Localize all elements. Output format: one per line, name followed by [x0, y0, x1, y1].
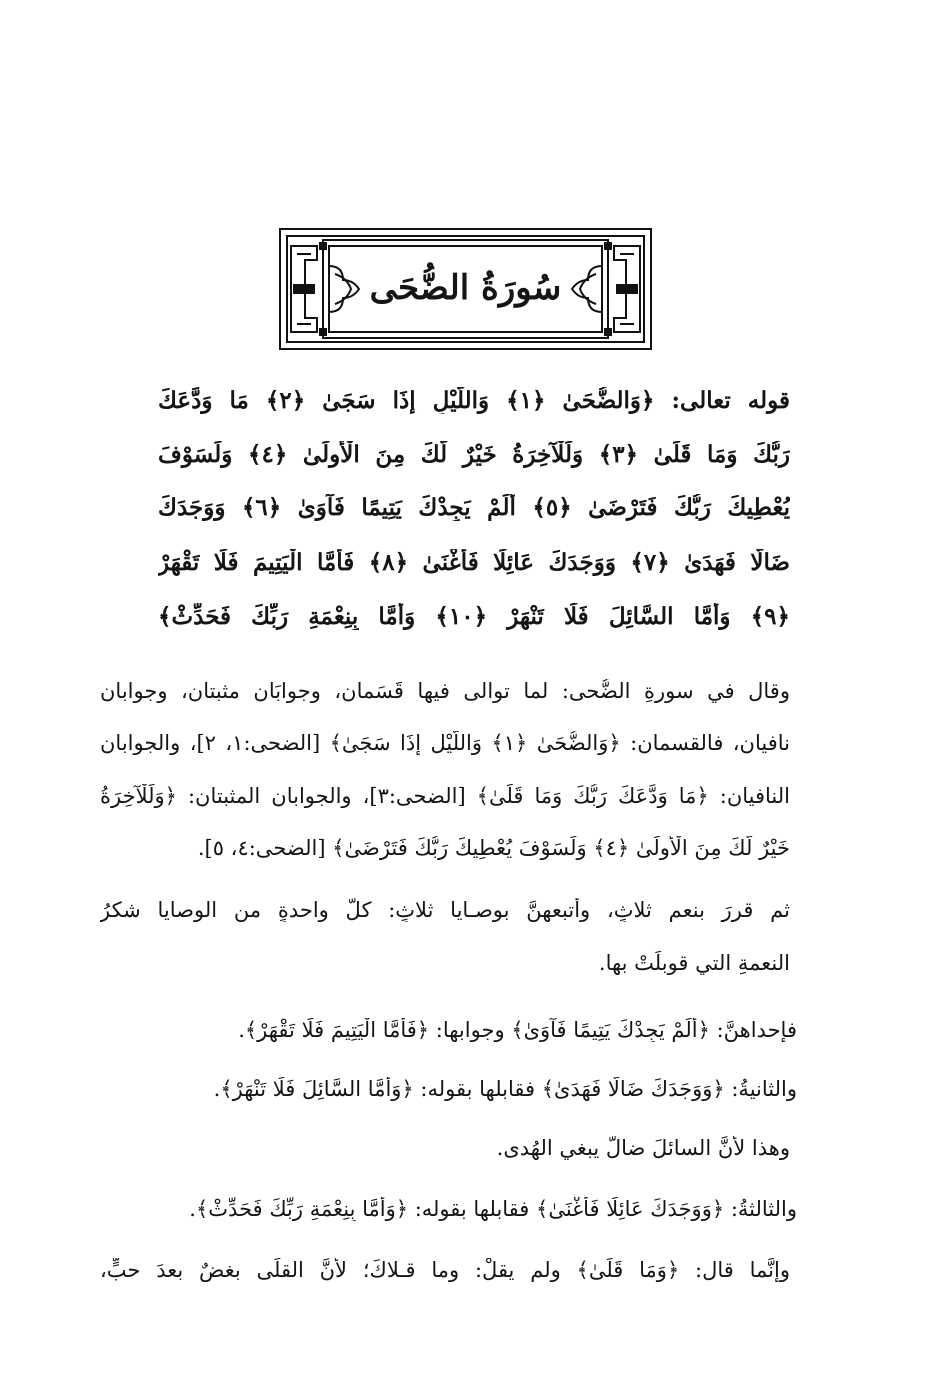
verse-line-2: رَبُّكَ وَمَا قَلَىٰ ﴿٣﴾ وَلَلْآخِرَةُ خَيْرٌ لَّكَ مِنَ الْأُولَىٰ ﴿٤﴾ وَلَسَوْفَ — [158, 441, 790, 468]
note-second: وهذا لأنَّ السائلَ ضالٌّ يبغي الهُدى. — [496, 1136, 790, 1160]
point-first: فإحداهنَّ: ﴿أَلَمْ يَجِدْكَ يَتِيمًا فَآوَىٰ﴾ وجوابها: ﴿فَأَمَّا الْيَتِيمَ فَلَا تَقْهَرْ﴾. — [238, 1018, 797, 1042]
paragraph1-line-4: خَيْرٌ لَّكَ مِنَ الْأُولَىٰ ﴿٤﴾ وَلَسَوْفَ يُعْطِيكَ رَبُّكَ فَتَرْضَىٰ﴾ [الضحى:٤، ٥]. — [197, 836, 790, 860]
point-third: والثالثةُ: ﴿وَوَجَدَكَ عَائِلًا فَأَغْنَىٰ﴾ فقابلها بقوله: ﴿وَأَمَّا بِنِعْمَةِ رَبِّكَ فَحَدِّثْ﴾. — [189, 1197, 797, 1221]
paragraph2-line-2: النعمةِ التي قوبلَتْ بها. — [598, 951, 790, 975]
last-line: وإنَّما قال: ﴿وَمَا قَلَىٰ﴾ ولم يقلْ: وما قـلاكَ؛ لأنَّ القلَى بغضٌ بعدَ حبٍّ، — [100, 1258, 790, 1282]
surah-title-frame — [277, 226, 654, 352]
surah-title: سُورَةُ الضُّحَى — [369, 268, 562, 308]
verse-line-4: ضَالًّا فَهَدَىٰ ﴿٧﴾ وَوَجَدَكَ عَائِلًا فَأَغْنَىٰ ﴿٨﴾ فَأَمَّا الْيَتِيمَ فَلَا تَقْهَرْ — [158, 549, 790, 576]
paragraph1-line-3: النافيانِ: ﴿مَا وَدَّعَكَ رَبُّكَ وَمَا قَلَىٰ﴾ [الضحى:٣]، والجوابانِ المثبتانِ: ﴿وَلَلْآخِرَةُ — [100, 784, 790, 808]
paragraph2-line-1: ثم قررَ بنعمٍ ثلاثٍ، وأتبعهنَّ بوصـايا ثلاثٍ: كلٌّ واحدةٍ من الوصايا شكرُ — [100, 898, 790, 922]
point-second: والثانيةُ: ﴿وَوَجَدَكَ ضَالًّا فَهَدَىٰ﴾ فقابلها بقوله: ﴿وَأَمَّا السَّائِلَ فَلَا تَنْهَرْ﴾. — [213, 1077, 797, 1101]
paragraph1-line-2: نافيانِ، فالقسمانِ: ﴿وَالضُّحَىٰ ﴿١﴾ وَاللَّيْلِ إِذَا سَجَىٰ﴾ [الضحى:١، ٢]، والجوابانِ — [100, 731, 790, 755]
verse-line-1: قوله تعالى: ﴿وَالضُّحَىٰ ﴿١﴾ وَاللَّيْلِ إِذَا سَجَىٰ ﴿٢﴾ مَا وَدَّعَكَ — [158, 387, 790, 414]
paragraph1-line-1: وقال في سورةِ الضُّحى: لما توالى فيها قَسَمانِ، وجوابَانِ مثبتانِ، وجوابانِ — [100, 679, 790, 703]
verse-line-3: يُعْطِيكَ رَبُّكَ فَتَرْضَىٰ ﴿٥﴾ أَلَمْ يَجِدْكَ يَتِيمًا فَآوَىٰ ﴿٦﴾ وَوَجَدَكَ — [158, 494, 790, 521]
verse-line-5: ﴿٩﴾ وَأَمَّا السَّائِلَ فَلَا تَنْهَرْ ﴿١٠﴾ وَأَمَّا بِنِعْمَةِ رَبِّكَ فَحَدِّثْ﴾ — [158, 603, 790, 630]
